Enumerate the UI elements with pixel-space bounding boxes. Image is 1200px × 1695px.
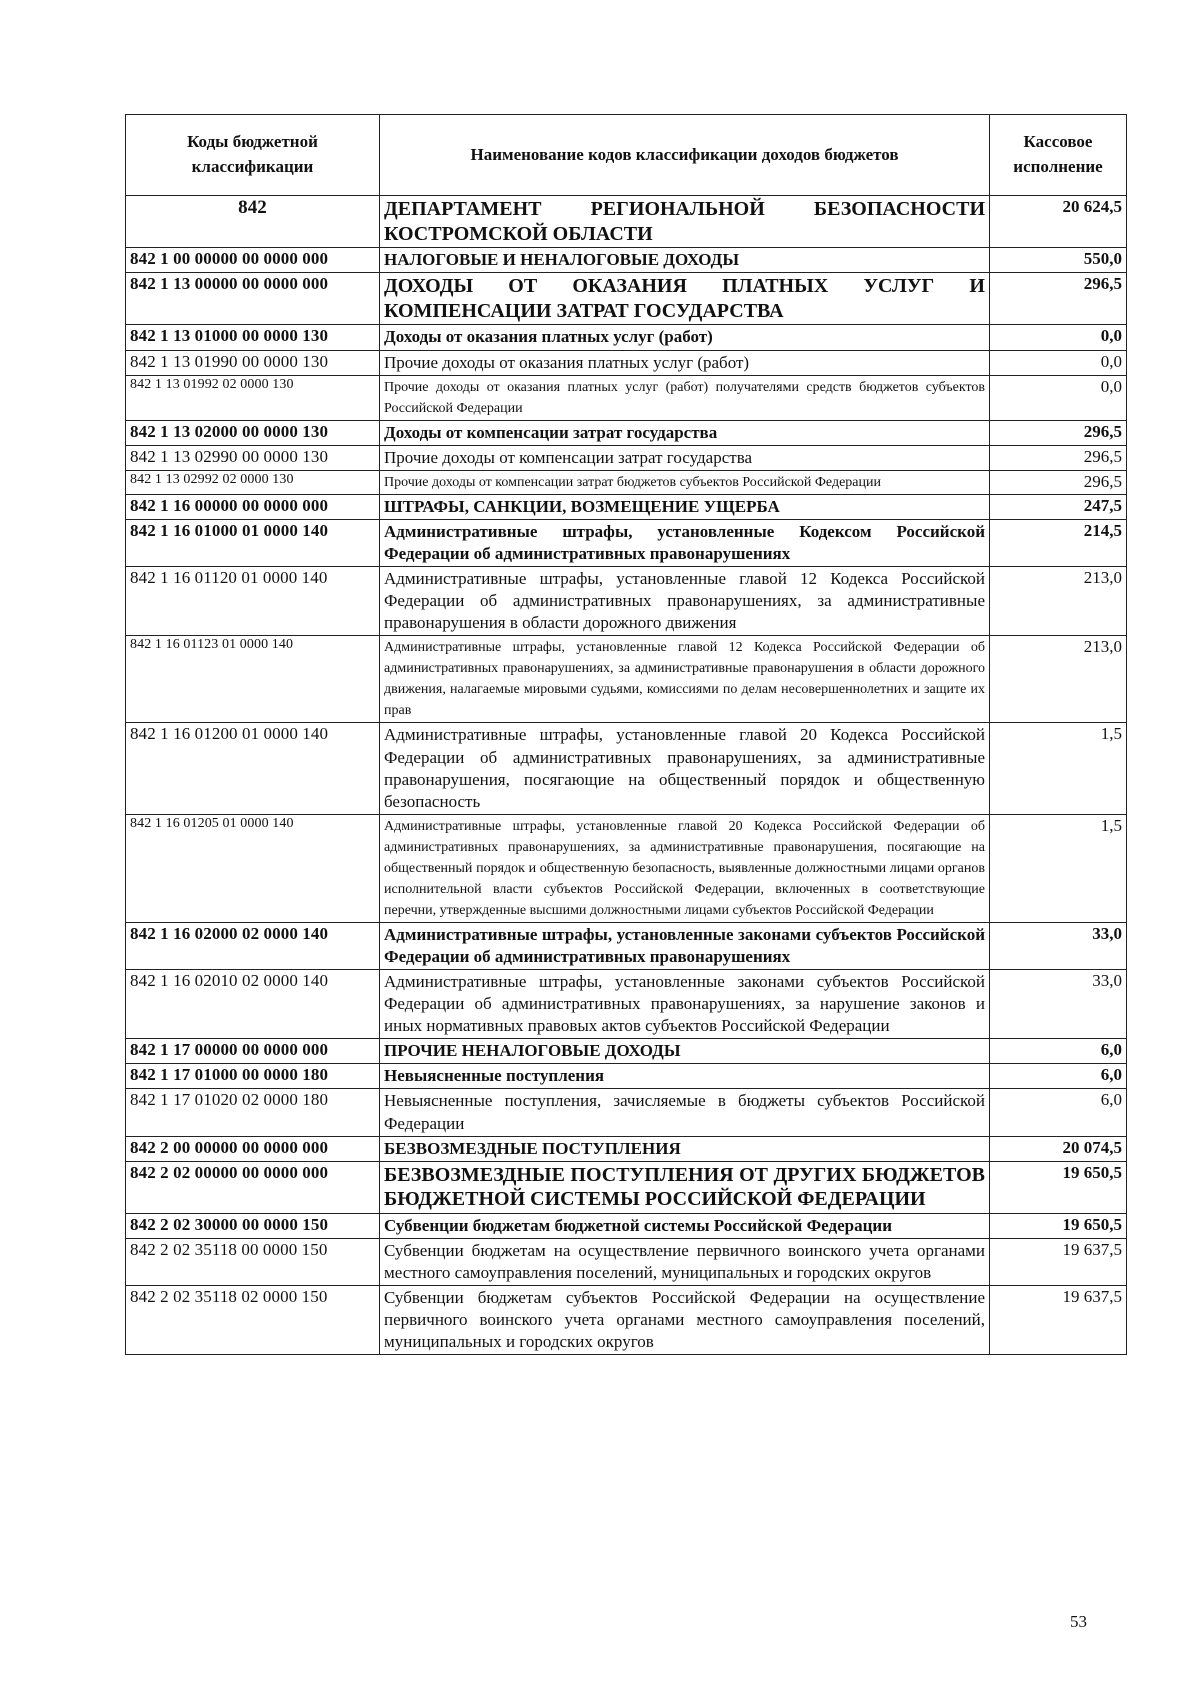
- table-row: [126, 922, 1127, 969]
- row-code: 842 1 17 00000 00 0000 000: [126, 1039, 380, 1064]
- row-name: Субвенции бюджетам бюджетной системы Российской Федерации: [380, 1213, 990, 1238]
- table-header-row: [126, 115, 1127, 196]
- table-row: [126, 567, 1127, 636]
- table-row: [126, 969, 1127, 1038]
- row-name: Невыясненные поступления: [380, 1064, 990, 1089]
- row-amount: 0,0: [990, 325, 1127, 350]
- table-row: [126, 814, 1127, 922]
- table-row: [126, 1136, 1127, 1161]
- row-amount: 20 624,5: [990, 196, 1127, 248]
- row-name: Доходы от компенсации затрат государства: [380, 420, 990, 445]
- row-name: Субвенции бюджетам субъектов Российской Федерации на осуществление первичного воинского учета органами местного самоуправления поселений, муниципальных и городских округов: [380, 1286, 990, 1355]
- row-amount: 0,0: [990, 350, 1127, 375]
- row-name: Прочие доходы от компенсации затрат государства: [380, 445, 990, 470]
- table-row: [126, 1239, 1127, 1286]
- table-row: [126, 325, 1127, 350]
- row-amount: 296,5: [990, 420, 1127, 445]
- table-row: [126, 1039, 1127, 1064]
- row-amount: 550,0: [990, 248, 1127, 273]
- row-name: Субвенции бюджетам на осуществление первичного воинского учета органами местного самоуправления поселений, муниципальных и городских округов: [380, 1239, 990, 1286]
- row-name: Административные штрафы, установленные главой 12 Кодекса Российской Федерации об административных правонарушениях, за административные правонарушения в области дорожного движения, налагаемые мировыми судьями, комиссиями по делам несовершеннолетних и защите их прав: [380, 636, 990, 723]
- table-body: [126, 196, 1127, 1355]
- revenue-table: [125, 114, 1127, 1355]
- header-code: Коды бюджетной классификации: [126, 115, 380, 196]
- table-row: [126, 1286, 1127, 1355]
- row-code: 842 1 13 00000 00 0000 000: [126, 273, 380, 325]
- row-code: 842 1 13 02992 02 0000 130: [126, 470, 380, 494]
- table-row: [126, 350, 1127, 375]
- row-amount: 296,5: [990, 470, 1127, 494]
- row-name: Прочие доходы от оказания платных услуг (работ) получателями средств бюджетов субъектов Российской Федерации: [380, 375, 990, 420]
- table-row: [126, 470, 1127, 494]
- row-amount: 19 650,5: [990, 1213, 1127, 1238]
- row-amount: 296,5: [990, 445, 1127, 470]
- row-name: ДЕПАРТАМЕНТ РЕГИОНАЛЬНОЙ БЕЗОПАСНОСТИ КОСТРОМСКОЙ ОБЛАСТИ: [380, 196, 990, 248]
- row-code: 842 1 16 01000 01 0000 140: [126, 519, 380, 566]
- row-code: 842 1 17 01020 02 0000 180: [126, 1089, 380, 1136]
- row-code: 842 1 16 00000 00 0000 000: [126, 494, 380, 519]
- row-amount: 20 074,5: [990, 1136, 1127, 1161]
- row-code: 842 1 00 00000 00 0000 000: [126, 248, 380, 273]
- row-code: 842 2 02 00000 00 0000 000: [126, 1161, 380, 1213]
- row-amount: 213,0: [990, 567, 1127, 636]
- row-name: Невыясненные поступления, зачисляемые в бюджеты субъектов Российской Федерации: [380, 1089, 990, 1136]
- row-amount: 33,0: [990, 922, 1127, 969]
- row-code: 842 1 16 01205 01 0000 140: [126, 814, 380, 922]
- table-row: [126, 196, 1127, 248]
- table-row: [126, 1213, 1127, 1238]
- table-row: [126, 1089, 1127, 1136]
- row-amount: 19 650,5: [990, 1161, 1127, 1213]
- row-name: БЕЗВОЗМЕЗДНЫЕ ПОСТУПЛЕНИЯ ОТ ДРУГИХ БЮДЖЕТОВ БЮДЖЕТНОЙ СИСТЕМЫ РОССИЙСКОЙ ФЕДЕРАЦИИ: [380, 1161, 990, 1213]
- row-name: Доходы от оказания платных услуг (работ): [380, 325, 990, 350]
- row-name: Административные штрафы, установленные Кодексом Российской Федерации об административных правонарушениях: [380, 519, 990, 566]
- row-code: 842 1 16 01200 01 0000 140: [126, 723, 380, 814]
- row-amount: 1,5: [990, 723, 1127, 814]
- row-amount: 6,0: [990, 1039, 1127, 1064]
- row-name: ПРОЧИЕ НЕНАЛОГОВЫЕ ДОХОДЫ: [380, 1039, 990, 1064]
- table-row: [126, 1064, 1127, 1089]
- row-amount: 296,5: [990, 273, 1127, 325]
- row-code: 842: [126, 196, 380, 248]
- row-code: 842 1 17 01000 00 0000 180: [126, 1064, 380, 1089]
- row-amount: 247,5: [990, 494, 1127, 519]
- row-amount: 33,0: [990, 969, 1127, 1038]
- row-code: 842 2 02 35118 00 0000 150: [126, 1239, 380, 1286]
- row-amount: 6,0: [990, 1089, 1127, 1136]
- row-code: 842 1 13 01990 00 0000 130: [126, 350, 380, 375]
- table-row: [126, 723, 1127, 814]
- page-number: 53: [1070, 1612, 1087, 1631]
- row-code: 842 1 13 02000 00 0000 130: [126, 420, 380, 445]
- table-row: [126, 248, 1127, 273]
- row-amount: 6,0: [990, 1064, 1127, 1089]
- row-name: Прочие доходы от компенсации затрат бюджетов субъектов Российской Федерации: [380, 470, 990, 494]
- row-name: Административные штрафы, установленные законами субъектов Российской Федерации об административных правонарушениях: [380, 922, 990, 969]
- row-code: 842 1 13 02990 00 0000 130: [126, 445, 380, 470]
- table-row: [126, 636, 1127, 723]
- row-name: ДОХОДЫ ОТ ОКАЗАНИЯ ПЛАТНЫХ УСЛУГ И КОМПЕНСАЦИИ ЗАТРАТ ГОСУДАРСТВА: [380, 273, 990, 325]
- row-amount: 214,5: [990, 519, 1127, 566]
- row-amount: 19 637,5: [990, 1239, 1127, 1286]
- row-name: Административные штрафы, установленные главой 12 Кодекса Российской Федерации об административных правонарушениях, за административные правонарушения в области дорожного движения: [380, 567, 990, 636]
- row-amount: 213,0: [990, 636, 1127, 723]
- row-code: 842 2 02 30000 00 0000 150: [126, 1213, 380, 1238]
- row-amount: 1,5: [990, 814, 1127, 922]
- header-name: Наименование кодов классификации доходов бюджетов: [380, 115, 990, 196]
- table-row: [126, 494, 1127, 519]
- table-row: [126, 273, 1127, 325]
- row-name: БЕЗВОЗМЕЗДНЫЕ ПОСТУПЛЕНИЯ: [380, 1136, 990, 1161]
- row-code: 842 1 16 01120 01 0000 140: [126, 567, 380, 636]
- row-code: 842 1 16 02010 02 0000 140: [126, 969, 380, 1038]
- table-row: [126, 375, 1127, 420]
- table-row: [126, 519, 1127, 566]
- row-code: 842 1 16 02000 02 0000 140: [126, 922, 380, 969]
- row-code: 842 1 16 01123 01 0000 140: [126, 636, 380, 723]
- row-name: ШТРАФЫ, САНКЦИИ, ВОЗМЕЩЕНИЕ УЩЕРБА: [380, 494, 990, 519]
- row-code: 842 2 00 00000 00 0000 000: [126, 1136, 380, 1161]
- row-code: 842 1 13 01000 00 0000 130: [126, 325, 380, 350]
- row-name: Административные штрафы, установленные главой 20 Кодекса Российской Федерации об административных правонарушениях, за административные правонарушения, посягающие на общественный порядок и общественную безопасность: [380, 723, 990, 814]
- row-name: Административные штрафы, установленные главой 20 Кодекса Российской Федерации об административных правонарушениях, за административные правонарушения, посягающие на общественный порядок и общественную безопасность, выявленные должностными лицами органов исполнительной власти субъектов Российской Федерации, включенных в соответствующие перечни, утвержденные высшими должностными лицами субъектов Российской Федерации: [380, 814, 990, 922]
- row-amount: 0,0: [990, 375, 1127, 420]
- row-name: Прочие доходы от оказания платных услуг (работ): [380, 350, 990, 375]
- row-code: 842 2 02 35118 02 0000 150: [126, 1286, 380, 1355]
- row-amount: 19 637,5: [990, 1286, 1127, 1355]
- row-name: Административные штрафы, установленные законами субъектов Российской Федерации об административных правонарушениях, за нарушение законов и иных нормативных правовых актов субъектов Российской Федерации: [380, 969, 990, 1038]
- header-amount: Кассовое исполнение: [990, 115, 1127, 196]
- table-row: [126, 420, 1127, 445]
- row-code: 842 1 13 01992 02 0000 130: [126, 375, 380, 420]
- row-name: НАЛОГОВЫЕ И НЕНАЛОГОВЫЕ ДОХОДЫ: [380, 248, 990, 273]
- table-row: [126, 445, 1127, 470]
- table-row: [126, 1161, 1127, 1213]
